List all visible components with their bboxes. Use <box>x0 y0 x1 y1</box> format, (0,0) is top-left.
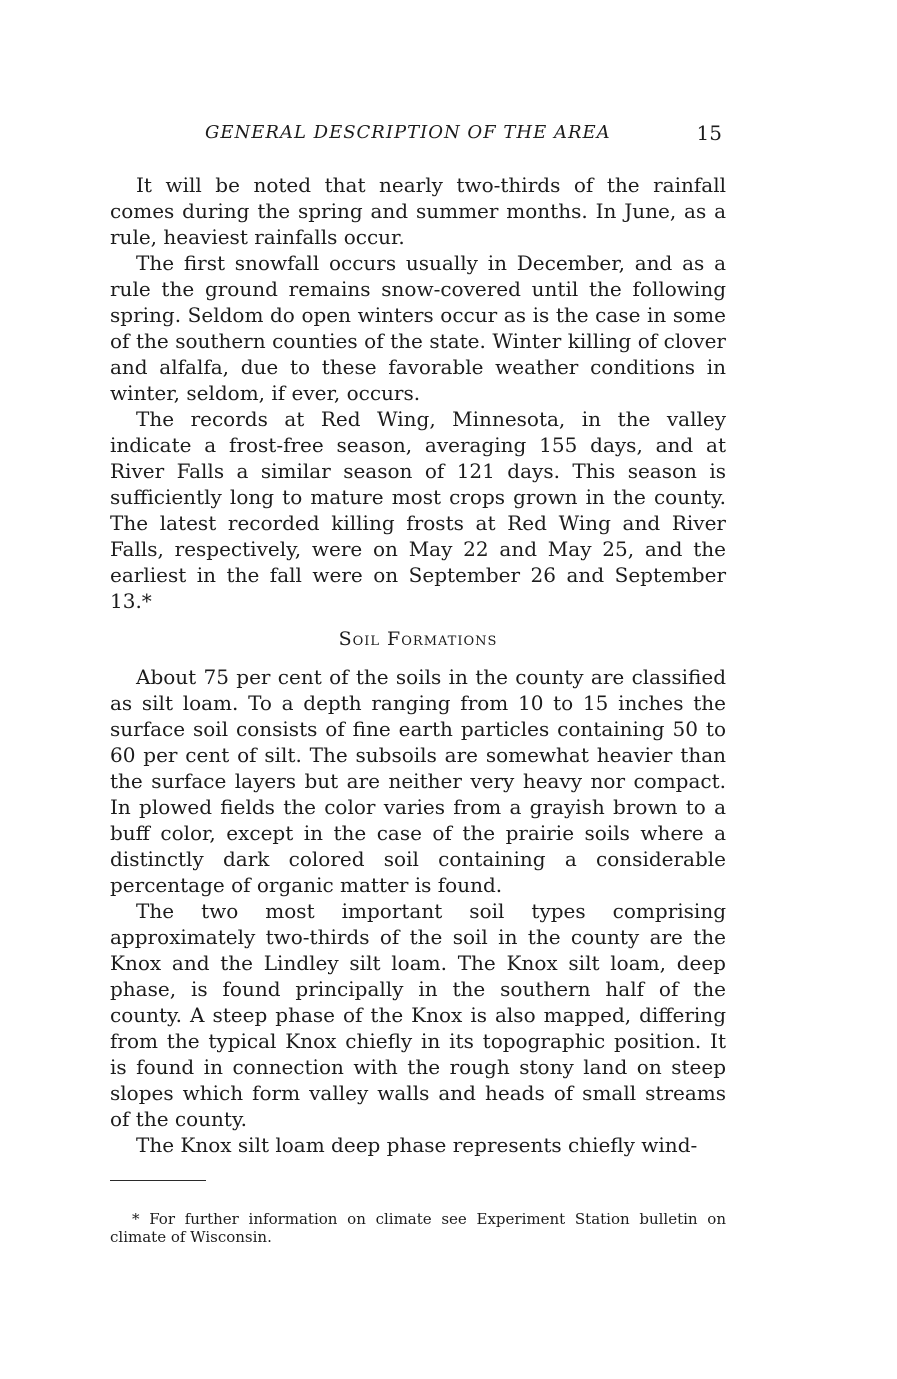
footnote-divider <box>110 1180 206 1181</box>
paragraph-soil-types: The two most important soil types comprising approximately two-thirds of the soil in the county are the Knox and the Lindley silt loam. The Knox silt loam, deep phase, is found principally in the southern half of the county. A steep phase of the Knox is also mapped, differing from the typical Knox chiefly in its topographic position. It is found in connection with the rough stony land on steep slopes which form valley walls and heads of small streams of the county. <box>110 899 726 1131</box>
running-head-title: GENERAL DESCRIPTION OF THE AREA <box>205 122 611 143</box>
body-text <box>110 172 726 1158</box>
paragraph-knox-deep-phase: The Knox silt loam deep phase represents chiefly wind- <box>136 1133 698 1157</box>
paragraph-silt-loam: About 75 per cent of the soils in the county are classified as silt loam. To a depth ranging from 10 to 15 inches the surface soil consists of fine earth particles containing 50 to 60 per cent of silt. The subsoils are somewhat heavier than the surface layers but are neither very heavy nor compact. In plowed fields the color varies from a grayish brown to a buff color, except in the case of the prairie soils where a distinctly dark colored soil containing a considerable percentage of organic matter is found. <box>110 665 726 897</box>
page-number: 15 <box>696 121 722 145</box>
footnote: * For further information on climate see Experiment Station bulletin on climate of Wisconsin. <box>110 1210 726 1246</box>
paragraph-frost-records: The records at Red Wing, Minnesota, in the valley indicate a frost-free season, averaging 155 days, and at River Falls a similar season of 121 days. This season is sufficiently long to mature most crops grown in the county. The latest recorded killing frosts at Red Wing and River Falls, respectively, were on May 22 and May 25, and the earliest in the fall were on September 26 and September 13.* <box>110 407 726 613</box>
paragraph-snowfall: The first snowfall occurs usually in December, and as a rule the ground remains snow-covered until the following spring. Seldom do open winters occur as is the case in some of the southern counties of the state. Winter killing of clover and alfalfa, due to these favorable weather conditions in winter, seldom, if ever, occurs. <box>110 251 726 405</box>
paragraph-rainfall: It will be noted that nearly two-thirds of the rainfall comes during the spring and summer months. In June, as a rule, heaviest rainfalls occur. <box>110 173 726 249</box>
running-head <box>110 122 726 152</box>
section-heading: Soil Formations <box>338 628 498 650</box>
